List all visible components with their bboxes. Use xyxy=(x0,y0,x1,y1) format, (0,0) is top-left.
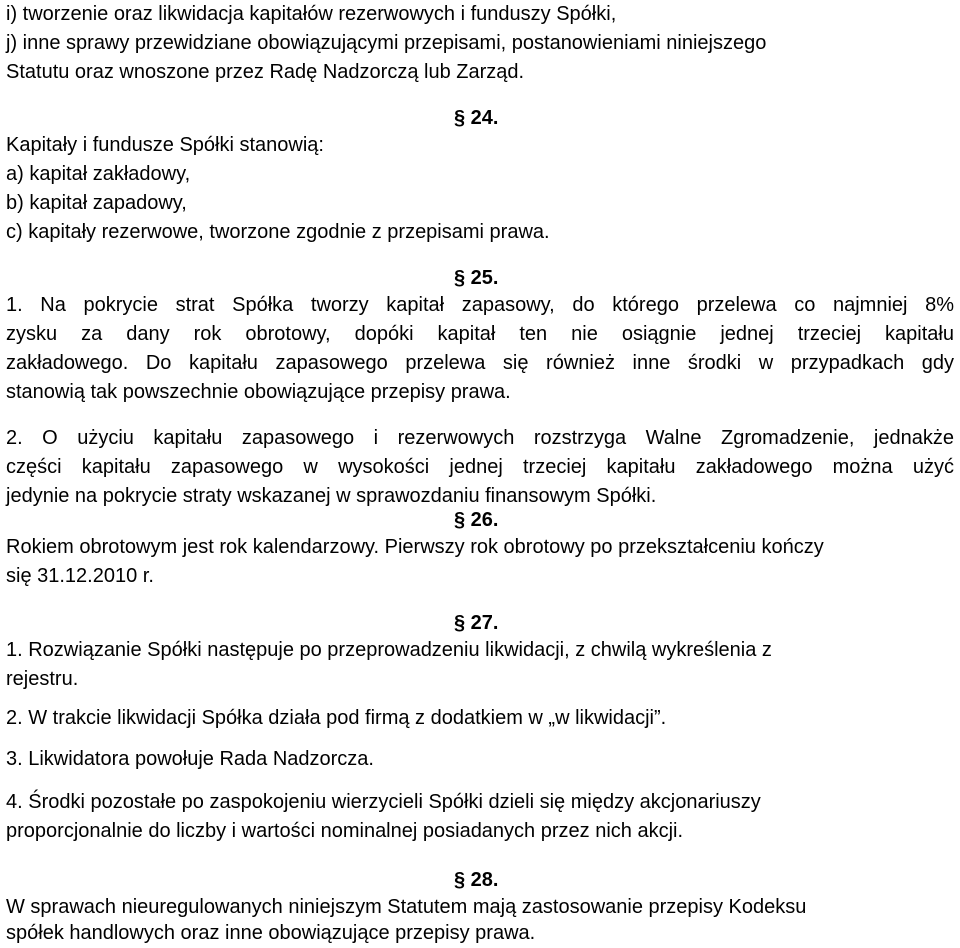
s25-p1-line: zysku za dany rok obrotowy, dopóki kapitał ten nie osiągnie jednej trzeciej kapitału xyxy=(6,323,954,345)
item-j: j) inne sprawy przewidziane obowiązującymi przepisami, postanowieniami niniejszego xyxy=(6,32,767,54)
s24-line: a) kapitał zakładowy, xyxy=(6,163,191,185)
s24-line: c) kapitały rezerwowe, tworzone zgodnie z przepisami prawa. xyxy=(6,221,550,243)
s28-line: W sprawach nieuregulowanych niniejszym Statutem mają zastosowanie przepisy Kodeksu xyxy=(6,896,807,918)
s28-line: spółek handlowych oraz inne obowiązujące przepisy prawa. xyxy=(6,922,536,944)
section-25-heading: § 25. xyxy=(454,267,499,289)
s25-p2-line: 2. O użyciu kapitału zapasowego i rezerwowych rozstrzyga Walne Zgromadzenie, jednakże xyxy=(6,427,954,449)
section-28-heading: § 28. xyxy=(454,869,499,891)
s24-line: b) kapitał zapadowy, xyxy=(6,192,187,214)
s27-p1-line: rejestru. xyxy=(6,668,79,690)
section-27-heading: § 27. xyxy=(454,612,499,634)
s24-line: Kapitały i fundusze Spółki stanowią: xyxy=(6,134,324,156)
s25-p2-line: części kapitału zapasowego w wysokości jednej trzeciej kapitału zakładowego można użyć xyxy=(6,456,954,478)
s25-p1-line: zakładowego. Do kapitału zapasowego przelewa się również inne środki w przypadkach gdy xyxy=(6,352,954,374)
s27-p4-line: proporcjonalnie do liczby i wartości nominalnej posiadanych przez nich akcji. xyxy=(6,820,684,842)
section-26-heading: § 26. xyxy=(454,509,499,531)
s27-p1-line: 1. Rozwiązanie Spółki następuje po przeprowadzeniu likwidacji, z chwilą wykreślenia z xyxy=(6,639,772,661)
s25-p2-line: jedynie na pokrycie straty wskazanej w sprawozdaniu finansowym Spółki. xyxy=(6,485,657,507)
section-24-heading: § 24. xyxy=(454,107,499,129)
item-j-cont: Statutu oraz wnoszone przez Radę Nadzorczą lub Zarząd. xyxy=(6,61,525,83)
s27-p2: 2. W trakcie likwidacji Spółka działa pod firmą z dodatkiem w „w likwidacji”. xyxy=(6,707,667,729)
s26-line: się 31.12.2010 r. xyxy=(6,565,154,587)
s25-p1-line: 1. Na pokrycie strat Spółka tworzy kapitał zapasowy, do którego przelewa co najmniej 8% xyxy=(6,294,954,316)
item-i: i) tworzenie oraz likwidacja kapitałów rezerwowych i funduszy Spółki, xyxy=(6,3,617,25)
s27-p3: 3. Likwidatora powołuje Rada Nadzorcza. xyxy=(6,748,374,770)
s25-p1-line: stanowią tak powszechnie obowiązujące przepisy prawa. xyxy=(6,381,511,403)
s26-line: Rokiem obrotowym jest rok kalendarzowy. Pierwszy rok obrotowy po przekształceniu kończy xyxy=(6,536,824,558)
s27-p4-line: 4. Środki pozostałe po zaspokojeniu wierzycieli Spółki dzieli się między akcjonariuszy xyxy=(6,791,761,813)
